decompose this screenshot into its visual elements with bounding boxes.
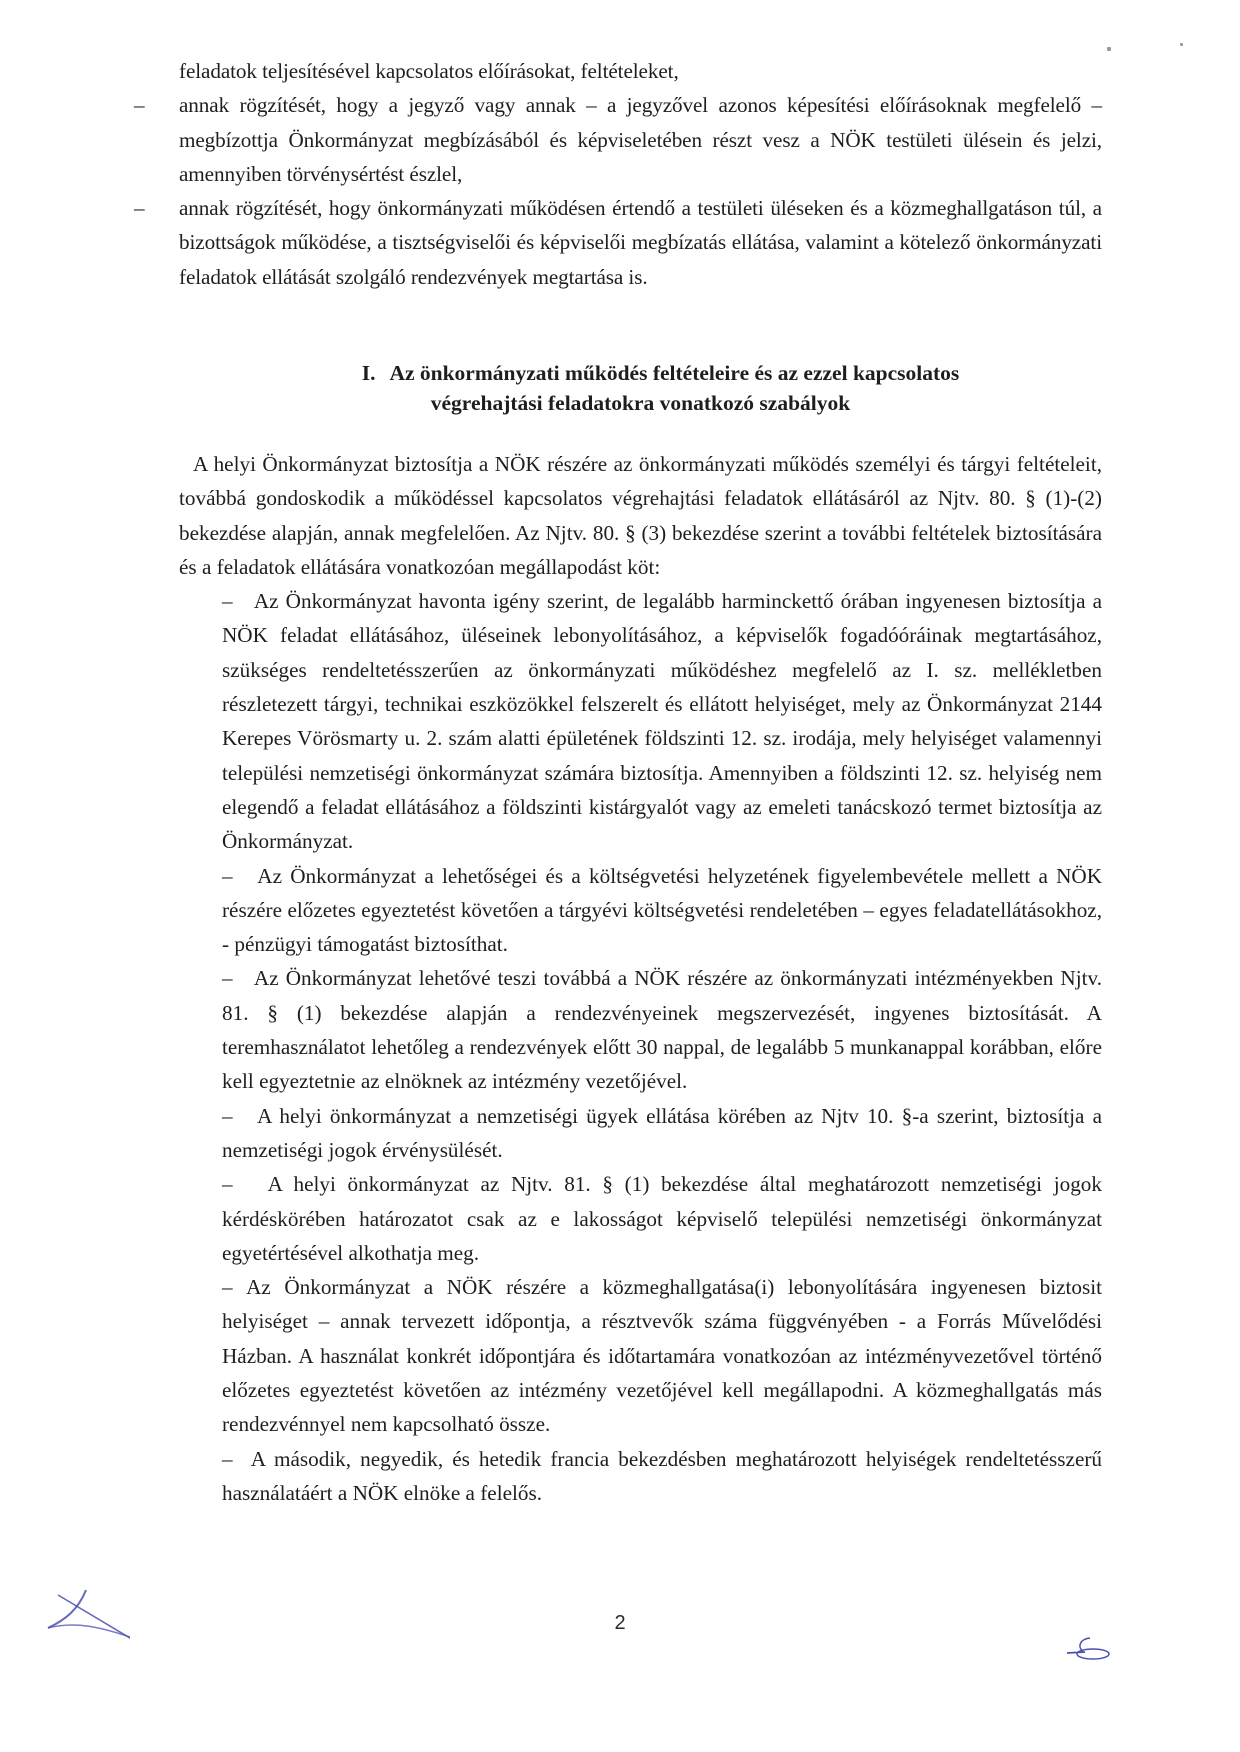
section-list-item <box>222 1167 1102 1270</box>
section-heading-line-1 <box>179 358 1102 388</box>
section-list-item <box>222 859 1102 962</box>
dash-marker: – <box>222 589 233 614</box>
dash-marker: – <box>222 966 233 991</box>
intro-block <box>134 54 1102 294</box>
intro-list-item-text: annak rögzítését, hogy a jegyző vagy annak – a jegyzővel azonos képesítési előírásoknak megfelelő – megbízottja Önkormányzat megbízásából és képviseletében részt vesz a NÖK testületi ülésein és jelzi, amennyiben törvénysértést észlel, <box>179 93 1102 186</box>
dash-marker: – <box>222 1446 233 1471</box>
page-number: 2 <box>614 1612 626 1634</box>
section-heading <box>179 358 1102 418</box>
section-list-item-text: Az Önkormányzat a NÖK részére a közmeghallgatása(i) lebonyolítására ingyenesen biztosit helyiséget – annak tervezett időpontja, a résztvevők száma függvényében - a Forrás Művelődési Házban. A használat konkrét időpontjára és időtartamára vonatkozóan az intézményvezetővel történő előzetes egyeztetést követően az intézmény vezetőjével kell megállapodni. A közmeghallgatás más rendezvénnyel nem kapcsolható össze. <box>222 1275 1103 1437</box>
section-title-line-1: Az önkormányzati működés feltételeire és az ezzel kapcsolatos <box>389 361 960 385</box>
scan-speck <box>1107 47 1111 51</box>
section-body <box>179 447 1102 1510</box>
dash-marker: – <box>134 93 145 118</box>
section-list-item-text: Az Önkormányzat lehetővé teszi továbbá a NÖK részére az önkormányzati intézményekben Njtv. 81. § (1) bekezdése alapján a rendezvényeinek megszervezését, ingyenes biztosítását. A teremhasználatot lehetőleg a rendezvények előtt 30 nappal, de legalább 5 munkanappal korábban, előre kell egyeztetnie az elnöknek az intézmény vezetőjével. <box>222 966 1102 1094</box>
section-list-item-text: Az Önkormányzat a lehetőségei és a költségvetési helyzetének figyelembevétele mellett a NÖK részére előzetes egyeztetést követően a tárgyévi költségvetési rendeletében – egyes feladatellátásokhoz, - pénzügyi támogatást biztosíthat. <box>222 863 1103 957</box>
section-list <box>179 584 1102 1510</box>
dash-marker: – <box>134 196 145 221</box>
scan-speck <box>1180 43 1183 46</box>
intro-continuation: feladatok teljesítésével kapcsolatos előírásokat, feltételeket, <box>179 59 679 83</box>
section-list-item-text: Az Önkormányzat havonta igény szerint, de legalább harminckettő órában ingyenesen biztosítja a NÖK feladat ellátásához, üléseinek lebonyolításához, a képviselők fogadóóráinak megtartásához, szükséges rendeltetésszerűen az önkormányzati működéshez megfelelő az I. sz. mellékletben részletezett tárgyi, technikai eszközökkel felszerelt és ellátott helyiséget, mely az Önkormányzat 2144 Kerepes Vörösmarty u. 2. szám alatti épületének földszinti 12. sz. irodája, mely helyiséget valamennyi települési nemzetiségi önkormányzat számára biztosítja. Amennyiben a földszinti 12. sz. helyiség nem elegendő a feladat ellátásához a földszinti kistárgyalót vagy az emeleti tanácskozó termet biztosítja az Önkormányzat. <box>222 589 1102 854</box>
section-list-item <box>222 1270 1102 1441</box>
dash-marker: – <box>222 1275 233 1300</box>
section-list-item-text: A második, negyedik, és hetedik francia bekezdésben meghatározott helyiségek rendeltetésszerű használatáért a NÖK elnöke a felelős. <box>222 1446 1103 1505</box>
section-list-item <box>222 584 1102 858</box>
section-list-item-text: A helyi önkormányzat az Njtv. 81. § (1) bekezdése által meghatározott nemzetiségi jogok kérdéskörében határozatot csak az e lakosságot képviselő települési nemzetiségi önkormányzat egyetértésével alkothatja meg. <box>222 1172 1102 1265</box>
section-intro-paragraph: A helyi Önkormányzat biztosítja a NÖK részére az önkormányzati működés személyi és tárgyi feltételeit, továbbá gondoskodik a működéssel kapcsolatos végrehajtási feladatok ellátásáról az Njtv. 80. § (1)-(2) bekezdése alapján, annak megfelelően. Az Njtv. 80. § (3) bekezdése szerint a további feltételek biztosítására és a feladatok ellátására vonatkozóan megállapodást köt: <box>179 452 1102 579</box>
intro-list-item <box>134 191 1102 294</box>
section-list-item <box>222 1099 1102 1168</box>
dash-marker: – <box>222 1172 233 1197</box>
initials-signature-left <box>20 1585 130 1640</box>
section-title-line-2: végrehajtási feladatokra vonatkozó szabályok <box>430 391 851 415</box>
dash-marker: – <box>222 1103 233 1128</box>
section-list-item-text: A helyi önkormányzat a nemzetiségi ügyek ellátása körében az Njtv 10. §-a szerint, biztosítja a nemzetiségi jogok érvénysülését. <box>222 1103 1102 1162</box>
initials-signature-right <box>1065 1635 1115 1665</box>
section-numeral: I. <box>361 361 376 385</box>
intro-list-item-text: annak rögzítését, hogy önkormányzati működésen értendő a testületi üléseken és a közmeghallgatáson túl, a bizottságok működése, a tisztségviselői és képviselői megbízatás ellátása, valamint a kötelező önkormányzati feladatok ellátását szolgáló rendezvények megtartása is. <box>179 196 1102 289</box>
section-list-item <box>222 1442 1102 1511</box>
intro-list-item <box>134 88 1102 191</box>
section-list-item <box>222 961 1102 1098</box>
dash-marker: – <box>222 863 233 888</box>
